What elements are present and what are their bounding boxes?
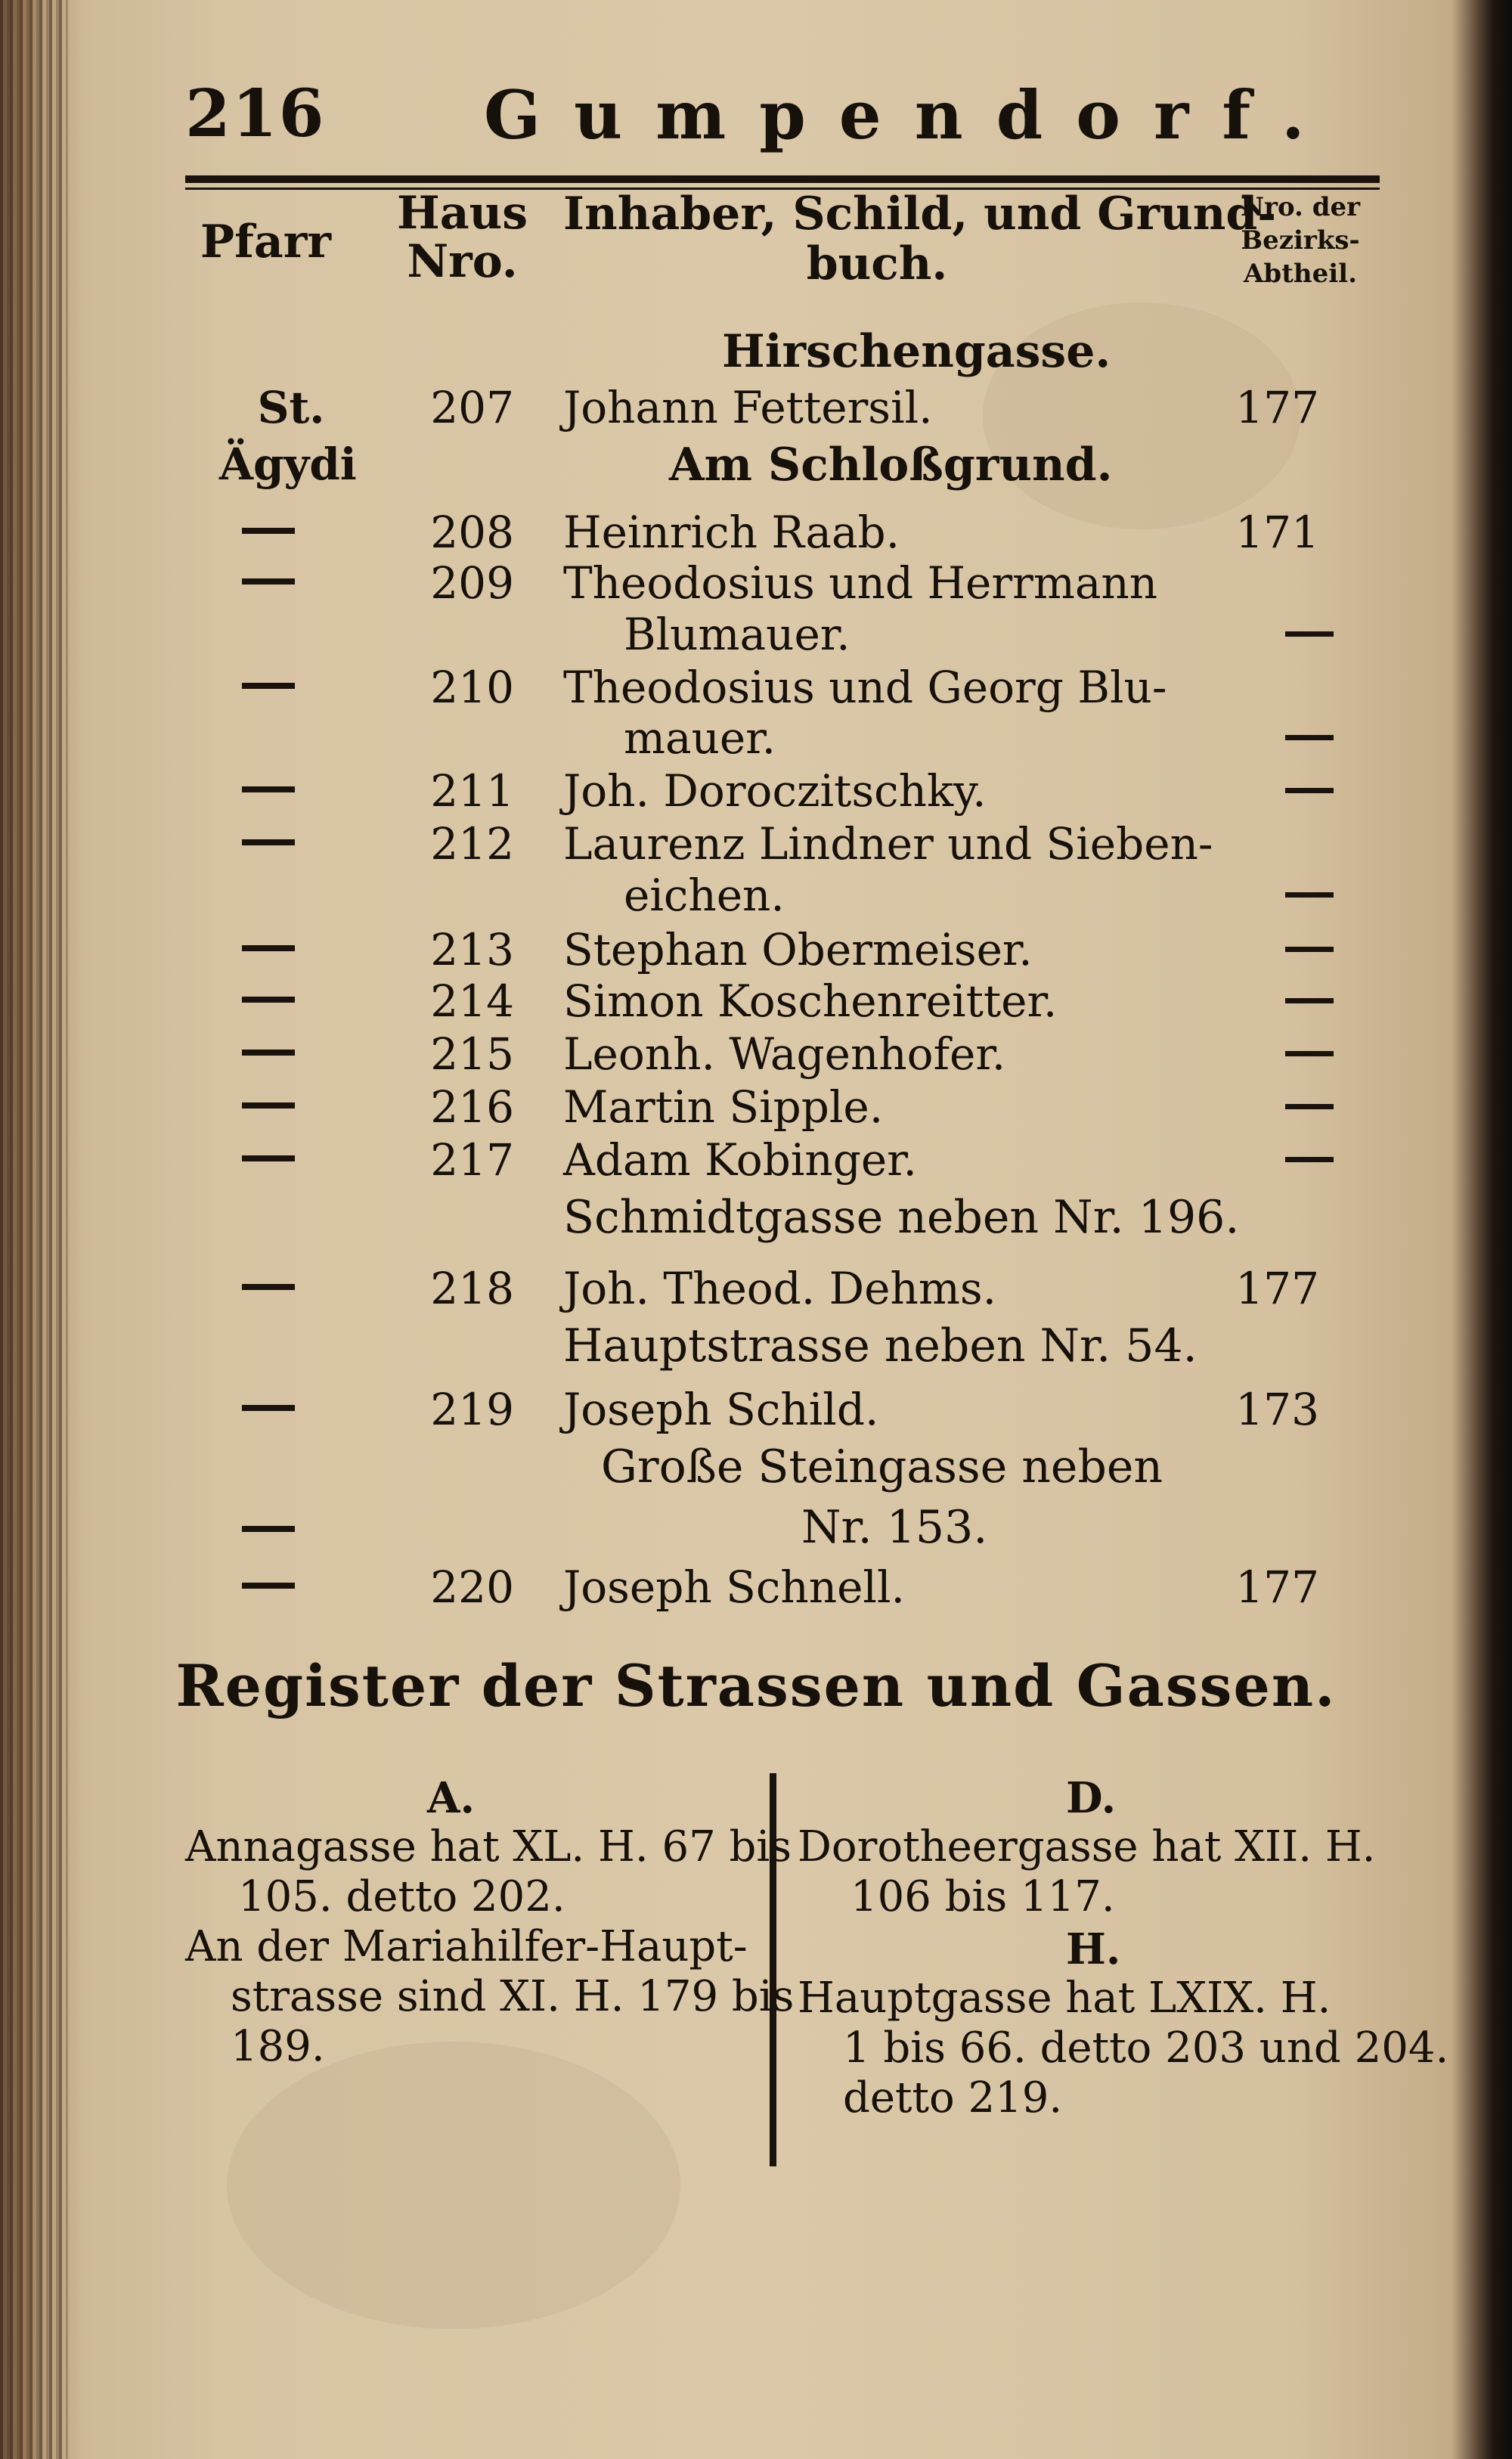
column-header-parish: Pfarr (200, 216, 332, 268)
ditto-dash (1285, 947, 1334, 952)
parish-name: St. (257, 382, 325, 433)
ditto-dash (1285, 631, 1334, 637)
ditto-dash (242, 578, 295, 585)
table-row (0, 818, 1512, 871)
page-title: Gumpendorf. (484, 76, 1338, 154)
house-number: 216 (430, 1081, 514, 1133)
district-ref: 177 (1235, 1561, 1319, 1613)
owner-name: Theodosius und Georg Blu- (563, 662, 1167, 713)
table-row (0, 1263, 1512, 1316)
table-row (0, 975, 1512, 1028)
register-letter-h: H. (1066, 1924, 1121, 1974)
register-line: strasse sind XI. H. 179 bis (231, 1972, 795, 2021)
house-number: 217 (430, 1134, 514, 1186)
street-heading: Am Schloßgrund. (669, 439, 1113, 491)
owner-name-cont: Blumauer. (624, 609, 850, 660)
register-line: An der Mariahilfer-Haupt- (185, 1922, 748, 1971)
street-heading-cont: Nr. 153. (801, 1501, 988, 1554)
street-heading: Schmidtgasse neben Nr. 196. (563, 1191, 1240, 1244)
house-number: 209 (430, 557, 514, 609)
table-row (0, 1384, 1512, 1437)
owner-name: Martin Sipple. (563, 1081, 884, 1133)
street-heading: Hirschengasse. (722, 325, 1111, 378)
table-row (0, 662, 1512, 715)
table-row (0, 765, 1512, 818)
column-header-district-line1: Nro. der (1240, 192, 1361, 222)
owner-name: Joh. Theod. Dehms. (563, 1263, 997, 1314)
register-title: Register der Strassen und Gassen. (175, 1652, 1337, 1719)
house-number: 215 (430, 1028, 514, 1080)
column-header-house (397, 189, 528, 286)
district-ref: 177 (1235, 382, 1319, 433)
house-number: 210 (430, 662, 514, 713)
ditto-dash (242, 997, 295, 1003)
table-row (0, 507, 1512, 560)
ditto-dash (242, 1050, 295, 1056)
owner-name-cont: eichen. (624, 870, 785, 921)
street-heading: Große Steingasse neben (601, 1440, 1163, 1493)
register-letter-d: D. (1066, 1773, 1117, 1823)
register-line: 189. (231, 2022, 325, 2071)
owner-name: Theodosius und Herrmann (563, 557, 1158, 609)
owner-name: Joh. Doroczitschky. (563, 765, 987, 817)
district-ref: 177 (1235, 1263, 1319, 1314)
table-row (0, 382, 1512, 435)
ditto-dash (242, 839, 295, 845)
owner-name: Leonh. Wagenhofer. (563, 1028, 1006, 1080)
register-line: 105. detto 202. (238, 1872, 565, 1921)
table-row (0, 439, 1512, 491)
house-number: 212 (430, 818, 514, 870)
house-number: 211 (430, 765, 514, 817)
house-number: 208 (430, 507, 514, 558)
column-header-house-line1: Haus (397, 187, 528, 240)
owner-name: Joseph Schild. (563, 1384, 879, 1435)
ditto-dash (1285, 1104, 1334, 1109)
table-row-continuation (0, 609, 1512, 662)
house-number: 219 (430, 1384, 514, 1435)
house-number: 220 (430, 1561, 514, 1613)
register-line: 1 bis 66. detto 203 und 204. (843, 2023, 1449, 2073)
table-row (0, 924, 1512, 977)
column-header-owner-line1: Inhaber, Schild, und Grund- (563, 188, 1277, 240)
ditto-dash (1285, 1157, 1334, 1162)
owner-name: Adam Kobinger. (563, 1134, 917, 1186)
register-left-entries (185, 1822, 794, 2072)
house-number: 207 (430, 382, 514, 433)
owner-name-cont: mauer. (624, 712, 776, 764)
owner-name: Johann Fettersil. (563, 382, 933, 433)
table-row-continuation (0, 712, 1512, 765)
district-ref: 173 (1235, 1384, 1319, 1435)
register-right-entries-d (798, 1822, 1375, 1922)
column-header-district-line2: Bezirks- (1241, 225, 1360, 256)
ditto-dash (1285, 735, 1334, 740)
table-row (0, 1028, 1512, 1081)
register-line: Hauptgasse hat LXIX. H. (798, 1974, 1331, 2023)
column-header-owner (563, 188, 1277, 290)
ditto-only-row (0, 1505, 1512, 1558)
ditto-dash (242, 1583, 295, 1589)
ditto-dash (1285, 788, 1334, 793)
register-right-entries-h (798, 1974, 1448, 2123)
house-number: 213 (430, 924, 514, 975)
column-header-district-line3: Abtheil. (1244, 259, 1357, 289)
paper-stain (227, 2042, 680, 2329)
district-ref: 171 (1235, 507, 1319, 558)
ditto-dash (242, 786, 295, 792)
register-line: 106 bis 117. (850, 1872, 1115, 1921)
ditto-dash (242, 1155, 295, 1161)
ditto-dash (242, 528, 295, 534)
header-rule (185, 175, 1380, 183)
owner-name: Simon Koschenreitter. (563, 975, 1058, 1027)
owner-name: Stephan Obermeiser. (563, 924, 1033, 975)
column-header-district (1217, 191, 1383, 290)
street-heading: Hauptstrasse neben Nr. 54. (563, 1319, 1198, 1372)
book-spine (0, 0, 68, 2459)
register-line: Dorotheergasse hat XII. H. (798, 1822, 1376, 1871)
parish-name: Ägydi (219, 439, 357, 490)
ditto-dash (242, 1284, 295, 1290)
ditto-dash (242, 1102, 295, 1109)
owner-name: Laurenz Lindner und Sieben- (563, 818, 1213, 870)
register-line: detto 219. (843, 2073, 1063, 2123)
register-line: Annagasse hat XL. H. 67 bis (185, 1822, 792, 1871)
ditto-dash (1285, 998, 1334, 1003)
table-row (0, 1134, 1512, 1187)
register-letter-a: A. (427, 1773, 475, 1823)
house-number: 218 (430, 1263, 514, 1314)
house-number: 214 (430, 975, 514, 1027)
table-row (0, 1561, 1512, 1614)
ditto-dash (242, 945, 295, 951)
ditto-dash (1285, 1051, 1334, 1056)
ditto-dash (1285, 892, 1334, 898)
owner-name: Joseph Schnell. (563, 1561, 905, 1613)
page-number: 216 (185, 76, 326, 152)
column-header-house-line2: Nro. (407, 235, 518, 288)
owner-name: Heinrich Raab. (563, 507, 900, 558)
ditto-dash (242, 1405, 295, 1411)
ditto-dash (242, 683, 295, 689)
table-row (0, 1081, 1512, 1134)
table-row (0, 557, 1512, 610)
table-row-continuation (0, 870, 1512, 923)
ditto-dash (242, 1526, 295, 1532)
column-header-owner-line2: buch. (806, 237, 948, 290)
